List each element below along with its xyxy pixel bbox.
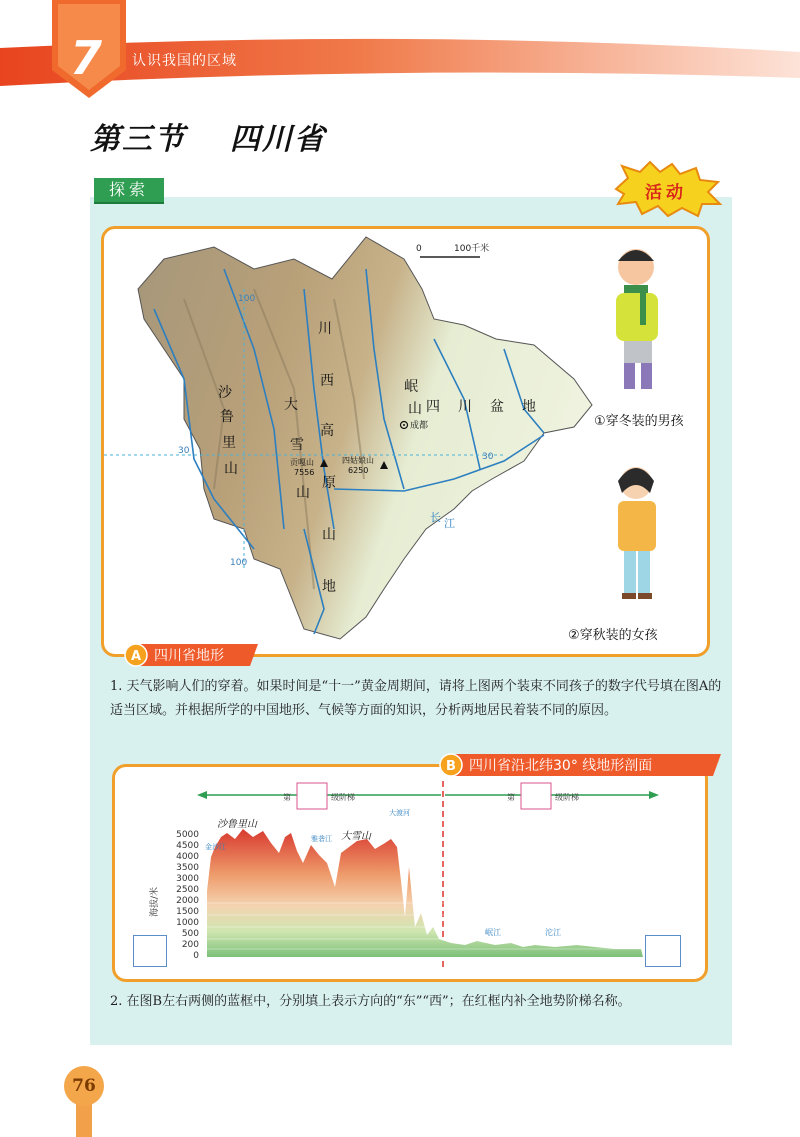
section-title-name: 四川省 — [230, 122, 326, 157]
gongga-height: 7556 — [294, 468, 315, 477]
map-label-basin-si: 四 — [426, 399, 440, 415]
question-1-text: 1. 天气影响人们的穿着。如果时间是“十一”黄金周期间，请将上图两个装束不同孩子的数字代号填在图A的适当区域。并根据所学的中国地形、气候等方面的知识，分析两地居民着装不同的原因。 — [110, 679, 722, 718]
map-label-basin-di: 地 — [522, 399, 536, 415]
right-direction-answer-box[interactable] — [645, 935, 681, 967]
question-2-text: 2. 在图B左右两侧的蓝框中，分别填上表示方向的“东”“西”；在红框内补全地势阶梯名称。 — [110, 994, 631, 1009]
boy-figure-label: ①穿冬装的男孩 — [594, 414, 684, 429]
map-label-chuan: 川 — [318, 321, 332, 337]
map-label-sha: 沙 — [218, 385, 232, 401]
map-label-basin-pen: 盆 — [490, 399, 504, 415]
explore-tag: 探索 — [94, 178, 164, 204]
map-label-gao: 高 — [320, 423, 334, 439]
chapter-number: 7 — [69, 31, 102, 85]
longitude-label-bottom: 100 — [230, 558, 248, 568]
peak-daxue-label: 大雪山 — [341, 831, 371, 842]
map-label-shan3: 山 — [322, 527, 336, 543]
river-tuo-label: 沱江 — [545, 928, 561, 937]
page-number: 76 — [64, 1066, 104, 1106]
map-label-di1: 地 — [322, 579, 336, 595]
section-title-number: 第三节 — [90, 122, 186, 157]
profile-b-frame — [112, 764, 708, 982]
gongga-label: 贡嘎山 — [290, 458, 314, 467]
river-dadu-label: 大渡河 — [389, 809, 410, 817]
right-step-prefix: 第 — [507, 793, 515, 802]
map-a-caption-letter: A — [131, 649, 142, 664]
map-a-frame — [101, 226, 710, 657]
map-label-li: 里 — [222, 435, 236, 451]
y-tick-1500: 1500 — [176, 907, 199, 917]
sichuan-terrain-map — [104, 229, 707, 654]
y-tick-4500: 4500 — [176, 841, 199, 851]
map-label-shan1: 山 — [224, 461, 238, 477]
sichuan-province-shape — [138, 237, 592, 639]
map-label-yuan: 原 — [322, 475, 336, 491]
y-tick-4000: 4000 — [176, 852, 199, 862]
latitude-label-right: 30 — [482, 452, 494, 462]
siguniang-label: 四姑娘山 — [342, 456, 374, 465]
scale-zero: 0 — [416, 244, 422, 254]
left-step-answer-box — [297, 783, 327, 809]
chengdu-label: 成都 — [410, 421, 429, 431]
y-axis-label: 海拔/米 — [150, 886, 160, 917]
profile-b-caption-text: 四川省沿北纬30° 线地形剖面 — [469, 758, 653, 774]
right-step-answer-box — [521, 783, 551, 809]
map-label-shan2: 山 — [296, 485, 310, 501]
left-step-prefix: 第 — [283, 793, 291, 802]
y-tick-2500: 2500 — [176, 885, 199, 895]
river-chang-label: 长 — [430, 511, 441, 524]
activity-label: 活动 — [645, 183, 687, 203]
girl-autumn-clothes-figure — [618, 467, 656, 599]
y-axis-ticks — [176, 830, 199, 961]
siguniang-height: 6250 — [348, 466, 369, 475]
latitude-label-left: 30 — [178, 446, 190, 456]
y-tick-500: 500 — [181, 929, 199, 939]
y-tick-0: 0 — [193, 951, 199, 961]
left-step-suffix: 级阶梯 — [331, 793, 355, 802]
y-tick-1000: 1000 — [176, 918, 199, 928]
girl-figure-label: ②穿秋装的女孩 — [568, 628, 658, 643]
map-a-caption-tag — [122, 642, 262, 668]
map-a-caption-text: 四川省地形 — [154, 648, 224, 664]
map-label-lu: 鲁 — [220, 409, 234, 425]
section-title — [90, 114, 326, 158]
profile-b-caption-tag — [437, 752, 723, 778]
chapter-title: 认识我国的区域 — [132, 53, 237, 69]
map-label-min: 岷 — [404, 379, 418, 395]
left-direction-answer-box[interactable] — [133, 935, 167, 967]
map-label-da: 大 — [284, 397, 298, 413]
y-tick-5000: 5000 — [176, 830, 199, 840]
map-label-xi: 西 — [320, 373, 334, 389]
map-label-xue: 雪 — [290, 437, 304, 453]
y-tick-200: 200 — [181, 940, 199, 950]
y-tick-3500: 3500 — [176, 863, 199, 873]
map-label-shan4: 山 — [408, 401, 422, 417]
terrain-profile-area — [207, 829, 643, 957]
river-min-label: 岷江 — [485, 928, 501, 937]
river-jinsha-label: 金沙江 — [205, 843, 226, 851]
longitude-label-top: 100 — [238, 294, 256, 304]
profile-b-caption-letter: B — [446, 759, 456, 774]
river-yalong-label: 雅砻江 — [311, 835, 332, 843]
peak-shaluli-label: 沙鲁里山 — [217, 819, 257, 830]
map-label-basin-chuan: 川 — [458, 399, 472, 415]
terrain-profile-chart — [115, 767, 705, 979]
right-step-suffix: 级阶梯 — [555, 793, 579, 802]
y-tick-3000: 3000 — [176, 874, 199, 884]
scale-label: 100千米 — [454, 244, 490, 254]
y-tick-2000: 2000 — [176, 896, 199, 906]
boy-winter-clothes-figure — [616, 249, 658, 389]
river-jiang-label: 江 — [444, 517, 455, 530]
